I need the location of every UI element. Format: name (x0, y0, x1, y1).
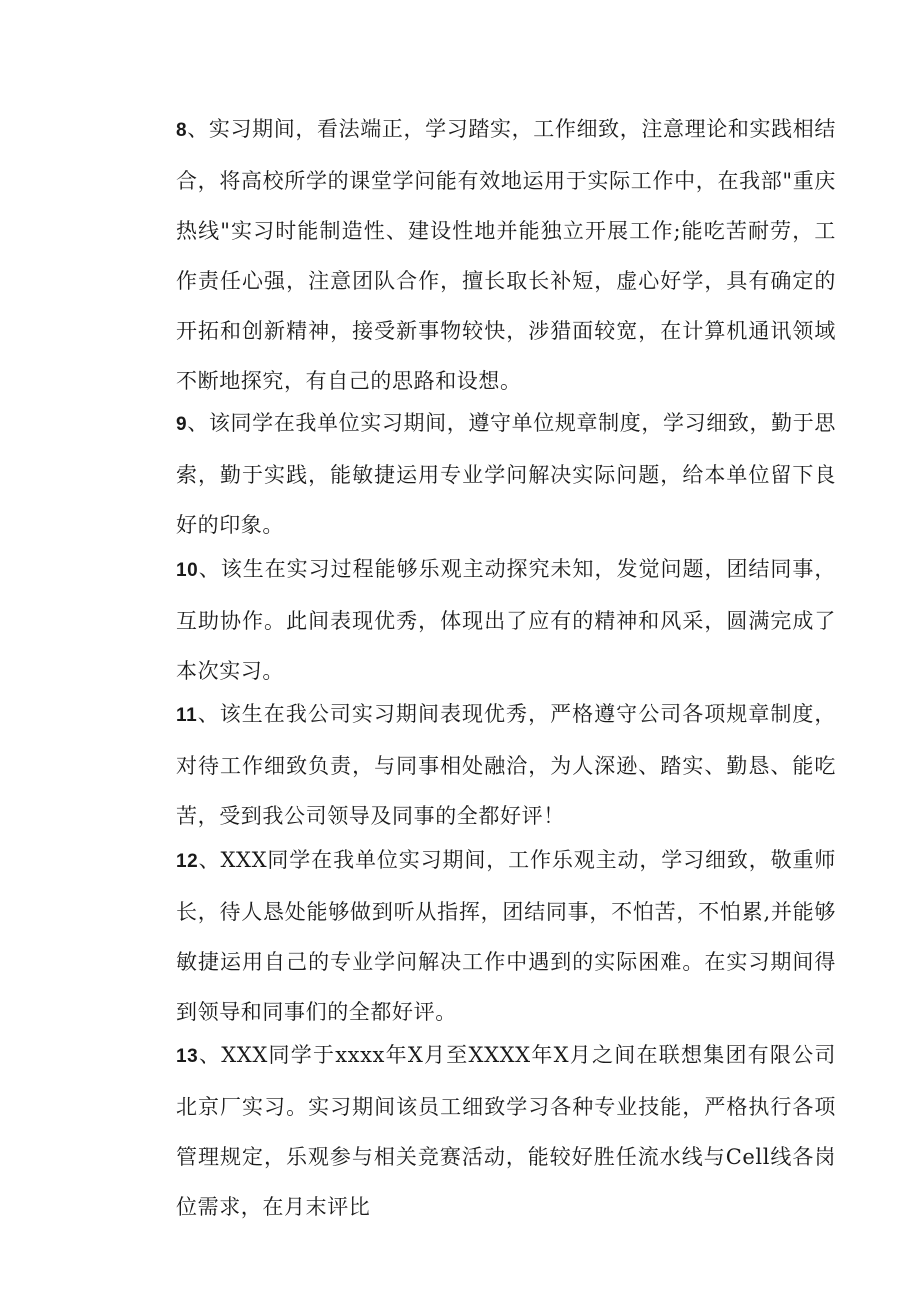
paragraph-number: 10 (176, 560, 199, 581)
paragraph-text: 、XXX同学在我单位实习期间，工作乐观主动，学习细致，敬重师长，待人恳处能够做到听从指挥，团结同事，不怕苦，不怕累,并能够敏捷运用自己的专业学问解决工作中遇到的实际困难。在实习期间得到领导和同事们的全都好评。 (176, 848, 836, 1024)
paragraph-text: 、实习期间，看法端正，学习踏实，工作细致，注意理论和实践相结合，将高校所学的课堂学问能有效地运用于实际工作中，在我部"重庆热线"实习时能制造性、建设性地并能独立开展工作;能吃苦耐劳，工作责任心强，注意团队合作，擅长取长补短，虚心好学，具有确定的开拓和创新精神，接受新事物较快，涉猎面较宽，在计算机通讯领域不断地探究，有自己的思路和设想。 (176, 117, 836, 393)
paragraph-11 (134, 689, 836, 841)
paragraph-10 (134, 544, 836, 696)
paragraph-text: 、该生在我公司实习期间表现优秀，严格遵守公司各项规章制度，对待工作细致负责，与同事相处融洽，为人深逊、踏实、勤恳、能吃苦，受到我公司领导及同事的全都好评！ (176, 702, 836, 828)
paragraph-text: 、该生在实习过程能够乐观主动探究未知，发觉问题，团结同事，互助协作。此间表现优秀，体现出了应有的精神和风采，圆满完成了本次实习。 (176, 557, 836, 683)
paragraph-text: 、该同学在我单位实习期间，遵守单位规章制度，学习细致，勤于思索，勤于实践，能敏捷运用专业学问解决实际问题，给本单位留下良好的印象。 (176, 411, 836, 537)
paragraph-number: 8 (176, 120, 188, 141)
paragraph-9 (134, 398, 836, 550)
paragraph-number: 9 (176, 414, 188, 435)
paragraph-13 (134, 1030, 836, 1232)
paragraph-8 (134, 104, 836, 406)
paragraph-text: 、XXX同学于xxxx年X月至XXXX年X月之间在联想集团有限公司北京厂实习。实习期间该员工细致学习各种专业技能，严格执行各项管理规定，乐观参与相关竞赛活动，能较好胜任流水线与Cell线各岗位需求，在月末评比 (176, 1043, 836, 1219)
paragraph-number: 12 (176, 851, 199, 872)
paragraph-number: 11 (176, 705, 198, 726)
paragraph-12 (134, 835, 836, 1037)
paragraph-number: 13 (176, 1046, 199, 1067)
